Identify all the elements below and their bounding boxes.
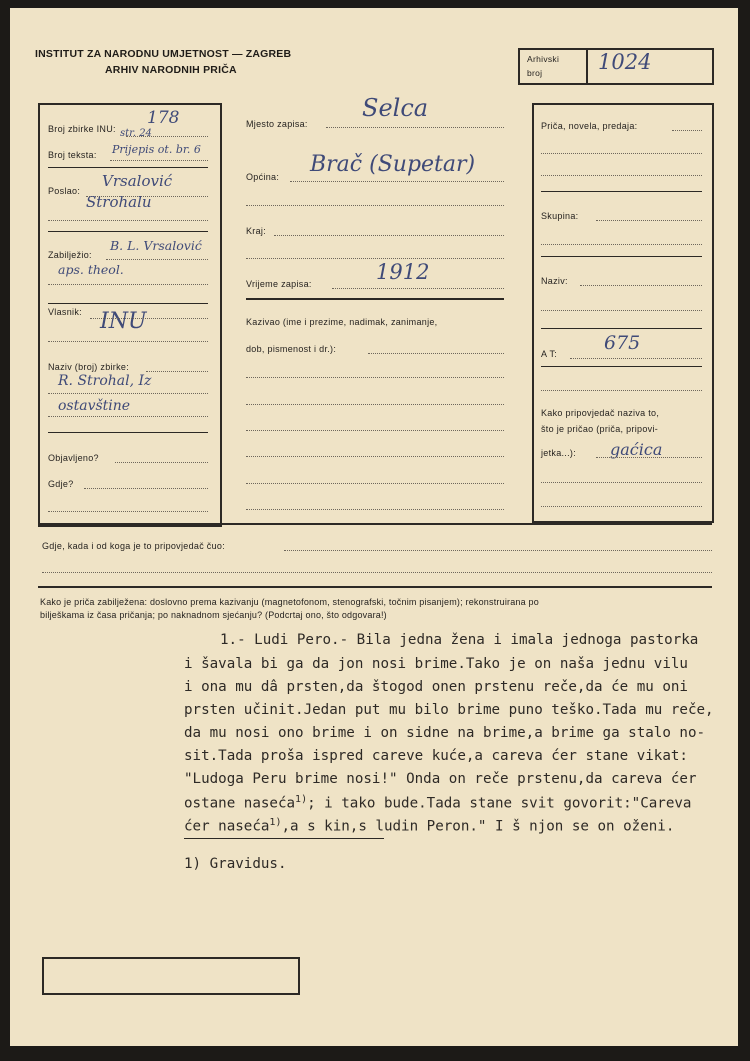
region-label: Kraj:: [246, 226, 267, 236]
story-line-8: ostane naseća$^{1)}$; i tako bude.Tada stane svit govorit:"Careva: [184, 794, 692, 812]
narrator-name-label-3: jetka...):: [541, 448, 577, 458]
title-label: Naziv:: [541, 276, 568, 286]
recorded-by-value: B. L. Vrsalović: [110, 238, 202, 253]
archive-number-label: Arhivski: [527, 54, 560, 64]
place-label: Mjesto zapisa:: [246, 119, 308, 129]
collection-name-label: Naziv (broj) zbirke:: [48, 362, 130, 372]
narrator-label-2: dob, pismenost i dr.):: [246, 344, 337, 354]
collection-page-note: str. 24: [120, 128, 152, 139]
collection-name-value: R. Strohal, Iz: [58, 373, 152, 389]
story-line-4: prsten učinit.Jedan put mu bilo brime puno teško.Tada mu reče,: [184, 702, 714, 718]
sent-by-value: Vrsalović: [102, 172, 173, 190]
published-label: Objavljeno?: [48, 453, 99, 463]
where-published-label: Gdje?: [48, 479, 74, 489]
recording-method-note: Kako je priča zabilježena: doslovno prema kazivanju (magnetofonom, stenografski, točnim pisanjem); rekonstruirana po: [40, 597, 539, 607]
classification-box: [532, 103, 714, 523]
story-line-2: i šavala bi ga da jon nosi brime.Tako je on naša jednu vilu: [184, 656, 688, 672]
time-value: 1912: [376, 260, 430, 284]
institute-title: INSTITUT ZA NARODNU UMJETNOST — ZAGREB: [35, 48, 292, 60]
bottom-stamp-box: [42, 957, 300, 995]
municipality-label: Općina:: [246, 172, 280, 182]
story-line-7: "Ludoga Peru brime nosi!" Onda on reče prstenu,da careva ćer: [184, 771, 697, 787]
group-label: Skupina:: [541, 211, 579, 221]
sent-by-value-2: Strohalu: [86, 193, 152, 211]
collection-name-value-2: ostavštine: [58, 398, 131, 414]
time-label: Vrijeme zapisa:: [246, 279, 312, 289]
archive-title: ARHIV NARODNIH PRIČA: [105, 64, 237, 76]
narrator-name-label-2: što je pričao (priča, pripovi-: [541, 424, 659, 434]
story-type-label: Priča, novela, predaja:: [541, 121, 638, 131]
collection-number-label: Broj zbirke INU:: [48, 124, 116, 134]
owner-value: INU: [100, 309, 147, 334]
story-line-6: sit.Tada proša ispred careve kuće,a careva ćer stane vikat:: [184, 748, 688, 764]
narrator-name-value: gaćica: [610, 440, 663, 459]
story-line-3: i ona mu dâ prsten,da štogod onen prstenu reče,da će mu oni: [184, 679, 688, 695]
sent-by-label: Poslao:: [48, 186, 81, 196]
narrator-name-label: Kako pripovjedač naziva to,: [541, 408, 660, 418]
narrator-label: Kazivao (ime i prezime, nadimak, zanimanje,: [246, 317, 438, 327]
municipality-value: Brač (Supetar): [310, 152, 476, 177]
story-line-5: da mu nosi ono brime i on sidne na brime,a brime ga stalo no-: [184, 725, 706, 741]
recorded-by-label: Zabilježio:: [48, 250, 92, 260]
story-footnote: 1) Gravidus.: [184, 856, 287, 872]
recorded-by-title: aps. theol.: [58, 262, 124, 277]
at-value: 675: [604, 332, 641, 354]
text-number-value: Prijepis ot. br. 6: [112, 143, 201, 156]
story-line-1: 1.- Ludi Pero.- Bila jedna žena i imala jednoga pastorka: [220, 632, 699, 648]
story-line-9: ćer naseća$^{1)}$,a s kin,s ludin Peron." I š njon se on oženi.: [184, 817, 675, 835]
archive-number-value: 1024: [598, 50, 652, 74]
collection-number-value: 178: [147, 108, 180, 128]
archive-number-label-2: broj: [527, 68, 543, 78]
place-value: Selca: [362, 94, 429, 122]
at-label: A T:: [541, 349, 558, 359]
source-heard-label: Gdje, kada i od koga je to pripovjedač čuo:: [42, 541, 226, 551]
recording-method-note-2: bilješkama iz časa pričanja; po naknadnom sjećanju? (Podcrtaj ono, što odgovara!): [40, 610, 387, 620]
owner-label: Vlasnik:: [48, 307, 82, 317]
text-number-label: Broj teksta:: [48, 150, 97, 160]
